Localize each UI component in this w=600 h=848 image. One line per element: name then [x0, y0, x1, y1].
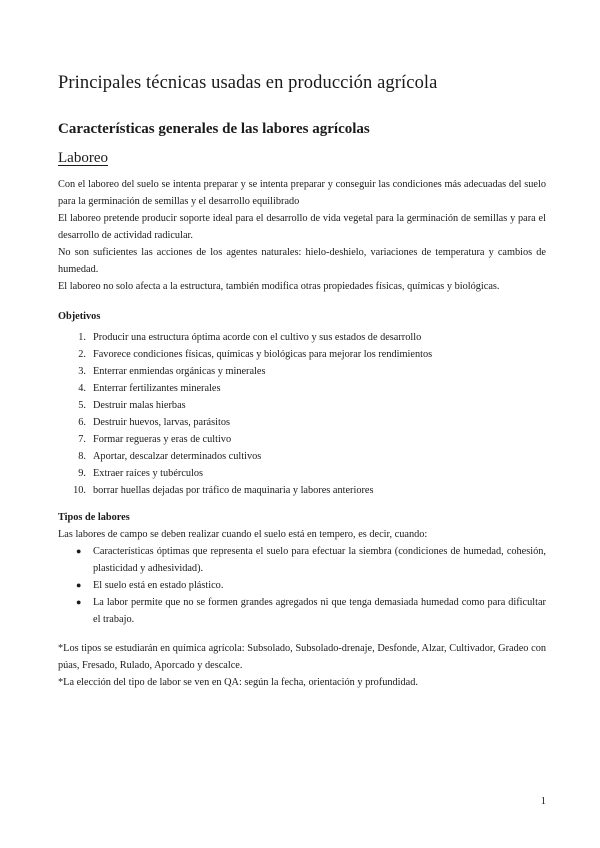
list-item-text: Favorece condiciones físicas, químicas y biológicas para mejorar los rendimientos — [93, 349, 433, 360]
list-item — [58, 363, 546, 380]
intro-paragraph: El laboreo pretende producir soporte ideal para el desarrollo de vida vegetal para la germinación de semillas y para el desarrollo de actividad radicular. — [58, 213, 546, 241]
objetivos-heading: Objetivos — [58, 311, 101, 322]
list-item-text: Formar regueras y eras de cultivo — [93, 434, 232, 445]
tipos-section — [58, 509, 546, 628]
list-number: 7. — [78, 434, 86, 445]
list-number: 9. — [78, 468, 86, 479]
list-item-text: Aportar, descalzar determinados cultivos — [93, 451, 262, 462]
intro-text — [58, 176, 546, 295]
objetivos-section — [58, 308, 546, 499]
list-number: 8. — [78, 451, 86, 462]
list-item-text: Enterrar fertilizantes minerales — [93, 383, 221, 394]
tipos-intro: Las labores de campo se deben realizar cuando el suelo está en tempero, es decir, cuando: — [58, 529, 428, 540]
list-item — [58, 594, 546, 628]
list-number: 5. — [78, 400, 86, 411]
list-item-text: Enterrar enmiendas orgánicas y minerales — [93, 366, 266, 377]
list-item — [58, 397, 546, 414]
list-item-text: Producir una estructura óptima acorde con el cultivo y sus estados de desarrollo — [93, 332, 422, 343]
page-number: 1 — [540, 796, 546, 807]
list-item — [58, 346, 546, 363]
list-item-text: La labor permite que no se formen grandes agregados ni que tenga demasiada humedad como para dificultar el trabajo. — [93, 597, 546, 625]
intro-paragraph: No son suficientes las acciones de los agentes naturales: hielo-deshielo, variaciones de temperatura y cambios de humedad. — [58, 247, 546, 275]
document-title: Principales técnicas usadas en producción agrícola — [58, 73, 438, 93]
list-item-text: Destruir huevos, larvas, parásitos — [93, 417, 230, 428]
list-item — [58, 482, 546, 499]
section-title: Características generales de las labores agrícolas — [58, 121, 370, 137]
list-item — [58, 577, 546, 594]
subsection-title: Laboreo — [58, 150, 108, 166]
footnote: *Los tipos se estudiarán en química agrícola: Subsolado, Subsolado-drenaje, Desfonde, Alzar, Cultivador, Gradeo con púas, Fresado, Rulado, Aporcado y descalce. — [58, 643, 546, 671]
objetivos-list — [58, 329, 546, 499]
list-item — [58, 448, 546, 465]
list-item — [58, 414, 546, 431]
list-item — [58, 543, 546, 577]
list-item-text: Características óptimas que representa el suelo para efectuar la siembra (condiciones de humedad, cohesión, plasticidad y adhesividad). — [93, 546, 546, 574]
list-item-text: El suelo está en estado plástico. — [93, 580, 224, 591]
intro-paragraph: El laboreo no solo afecta a la estructura, también modifica otras propiedades físicas, químicas y biológicas. — [58, 281, 500, 292]
list-number: 2. — [78, 349, 86, 360]
footnote: *La elección del tipo de labor se ven en QA: según la fecha, orientación y profundidad. — [58, 677, 418, 688]
list-number: 6. — [78, 417, 86, 428]
list-item-text: Destruir malas hierbas — [93, 400, 186, 411]
list-item — [58, 431, 546, 448]
list-item-text: Extraer raíces y tubérculos — [93, 468, 204, 479]
bullet-icon: ● — [76, 546, 82, 556]
tipos-heading: Tipos de labores — [58, 512, 130, 523]
tipos-list — [58, 543, 546, 628]
notes-section — [58, 640, 546, 691]
list-number: 3. — [78, 366, 86, 377]
list-item-text: borrar huellas dejadas por tráfico de maquinaria y labores anteriores — [93, 485, 374, 496]
list-number: 1. — [78, 332, 86, 343]
intro-paragraph: Con el laboreo del suelo se intenta preparar y se intenta preparar y conseguir las condiciones más adecuadas del suelo para la germinación de semillas y el desarrollo equilibrado — [58, 179, 546, 207]
list-item — [58, 465, 546, 482]
list-item — [58, 380, 546, 397]
list-item — [58, 329, 546, 346]
list-number: 4. — [78, 383, 86, 394]
list-number: 10. — [73, 485, 86, 496]
bullet-icon: ● — [76, 580, 82, 590]
bullet-icon: ● — [76, 597, 82, 607]
